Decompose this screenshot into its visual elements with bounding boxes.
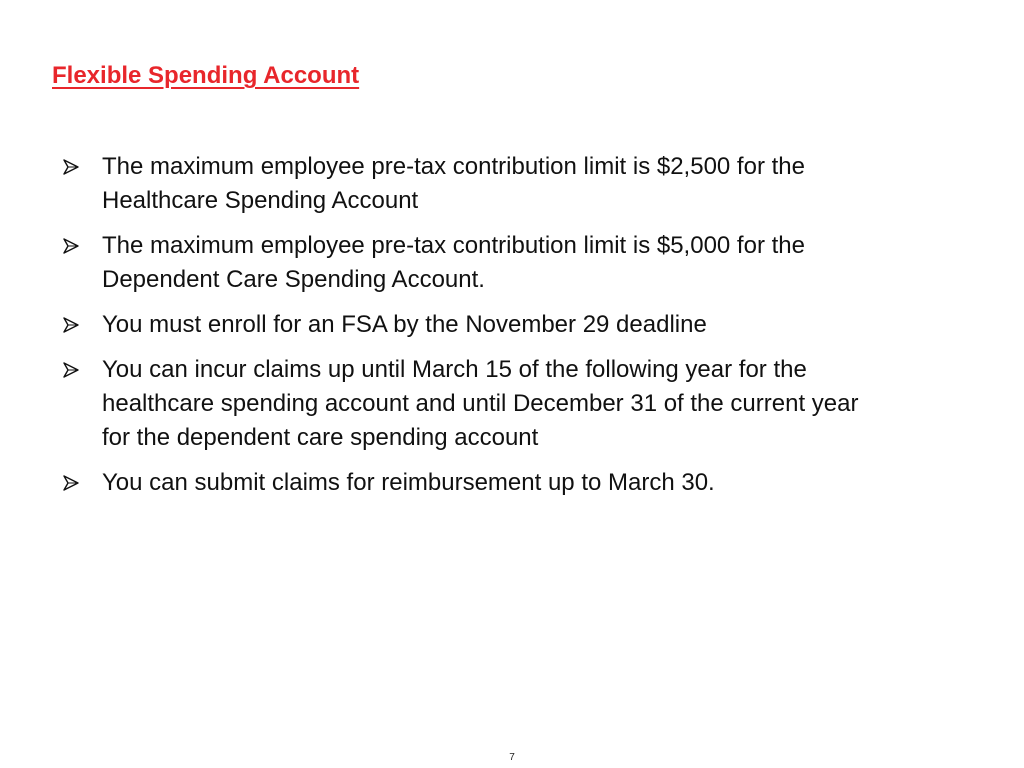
bullet-text: You can submit claims for reimbursement up to March 30. [102, 469, 715, 496]
arrowhead-bullet-icon [62, 150, 102, 184]
page-number: 7 [509, 752, 515, 763]
arrowhead-bullet-icon [62, 353, 102, 387]
list-item [62, 466, 882, 500]
bullet-text: The maximum employee pre-tax contribution limit is $5,000 for the Dependent Care Spending Account. [102, 232, 805, 293]
slide-title: Flexible Spending Account [52, 62, 360, 89]
bullet-text: You can incur claims up until March 15 of the following year for the healthcare spending account and until December 31 of the current year for the dependent care spending account [102, 356, 859, 451]
arrowhead-bullet-icon [62, 308, 102, 342]
bullet-text: You must enroll for an FSA by the November 29 deadline [102, 311, 707, 338]
bullet-text: The maximum employee pre-tax contribution limit is $2,500 for the Healthcare Spending Account [102, 153, 805, 214]
list-item [62, 353, 882, 455]
bullet-list [62, 150, 882, 511]
list-item [62, 150, 882, 218]
list-item [62, 229, 882, 297]
list-item [62, 308, 882, 342]
arrowhead-bullet-icon [62, 229, 102, 263]
arrowhead-bullet-icon [62, 466, 102, 500]
